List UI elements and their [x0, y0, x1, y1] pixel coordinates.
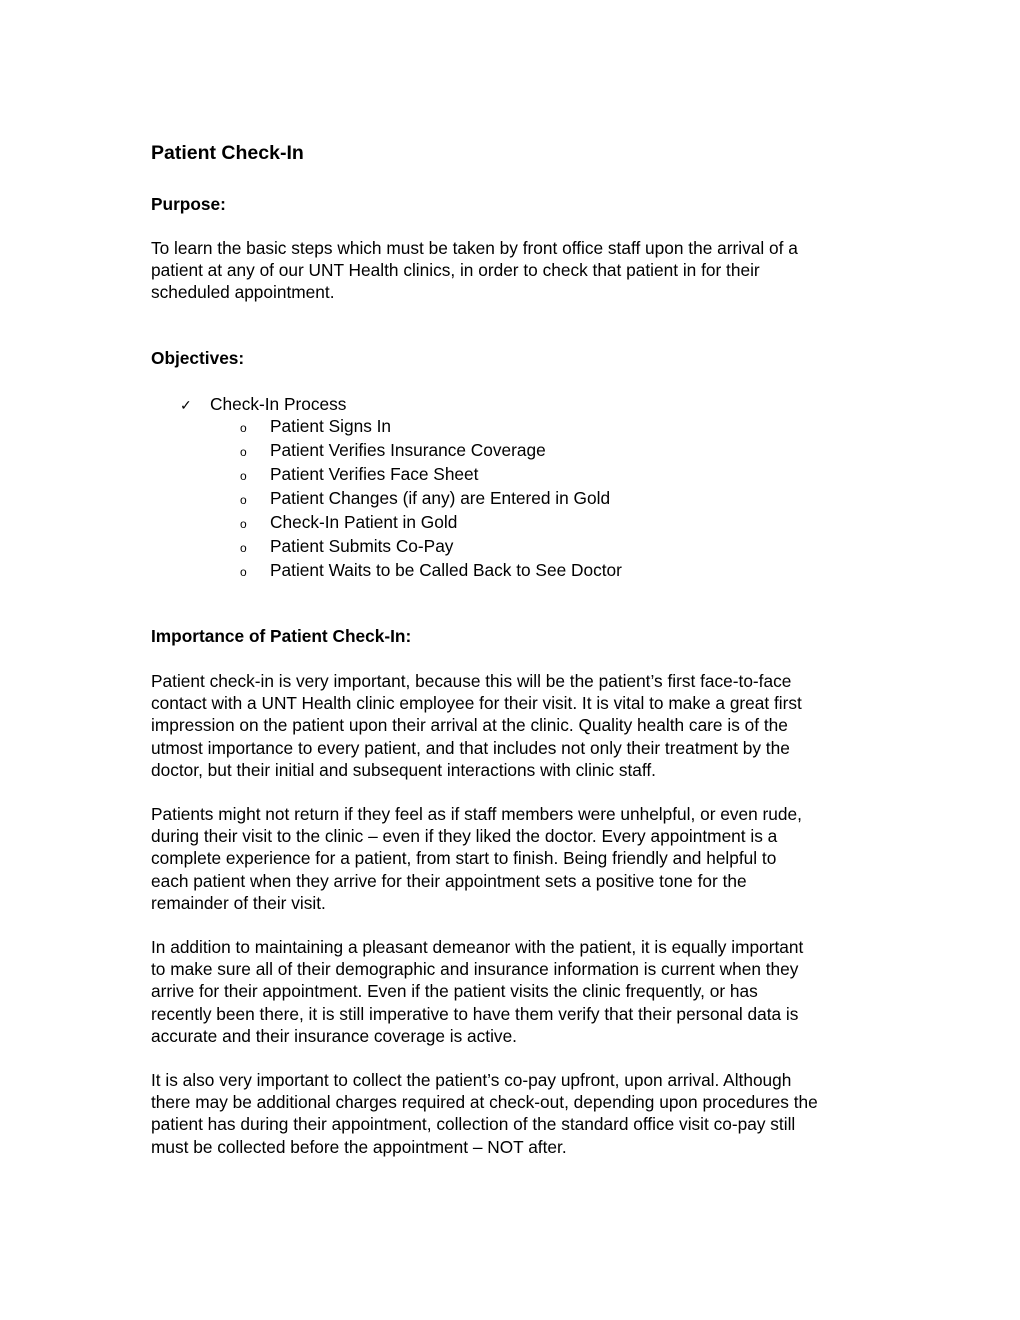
- text-line: during their visit to the clinic – even if they liked the doctor. Every appointment is a: [151, 826, 778, 847]
- list-item-label: Check-In Patient in Gold: [270, 512, 458, 532]
- circle-bullet-icon: o: [240, 469, 247, 483]
- text-line: remainder of their visit.: [151, 892, 326, 913]
- circle-bullet-icon: o: [240, 541, 247, 555]
- text-line: patient at any of our UNT Health clinics, in order to check that patient in for their: [151, 260, 760, 281]
- circle-bullet-icon: o: [240, 493, 247, 507]
- text-line: recently been there, it is still imperative to have them verify that their personal data is: [151, 1003, 799, 1024]
- list-item-label: Patient Verifies Insurance Coverage: [270, 440, 546, 460]
- text-line: patient has during their appointment, collection of the standard office visit co-pay still: [151, 1114, 796, 1135]
- checkmark-icon: ✓: [180, 397, 192, 413]
- list-item: [240, 511, 622, 535]
- list-item-label: Patient Submits Co-Pay: [270, 536, 454, 556]
- text-line: must be collected before the appointment – NOT after.: [151, 1136, 567, 1157]
- importance-paragraph-2: [151, 803, 802, 914]
- text-line: It is also very important to collect the patient’s co-pay upfront, upon arrival. Although: [151, 1070, 792, 1090]
- text-line: each patient when they arrive for their appointment sets a positive tone for the: [151, 870, 747, 891]
- text-line: accurate and their insurance coverage is active.: [151, 1025, 517, 1046]
- importance-heading: Importance of Patient Check-In:: [151, 626, 412, 646]
- objective-main-label: Check-In Process: [210, 394, 347, 414]
- text-line: Patients might not return if they feel as if staff members were unhelpful, or even rude,: [151, 804, 802, 824]
- text-line: there may be additional charges required at check-out, depending upon procedures the: [151, 1092, 818, 1113]
- text-line: impression on the patient upon their arrival at the clinic. Quality health care is of the: [151, 715, 788, 736]
- text-line: to make sure all of their demographic and insurance information is current when they: [151, 959, 799, 980]
- list-item: [240, 463, 622, 487]
- circle-bullet-icon: o: [240, 421, 247, 435]
- objectives-heading: Objectives:: [151, 348, 245, 368]
- list-item: [240, 535, 622, 559]
- text-line: contact with a UNT Health clinic employee for their visit. It is vital to make a great first: [151, 693, 802, 714]
- circle-bullet-icon: o: [240, 445, 247, 459]
- text-line: Patient check-in is very important, because this will be the patient’s first face-to-face: [151, 671, 792, 691]
- importance-paragraph-4: [151, 1069, 818, 1158]
- purpose-heading: Purpose:: [151, 194, 226, 214]
- circle-bullet-icon: o: [240, 565, 247, 579]
- importance-paragraph-1: [151, 670, 802, 781]
- text-line: arrive for their appointment. Even if the patient visits the clinic frequently, or has: [151, 981, 758, 1002]
- list-item-label: Patient Verifies Face Sheet: [270, 464, 479, 484]
- text-line: utmost importance to every patient, and that includes not only their treatment by the: [151, 737, 790, 758]
- list-item: [240, 487, 622, 511]
- purpose-paragraph: [151, 237, 798, 304]
- list-item-label: Patient Changes (if any) are Entered in Gold: [270, 488, 611, 508]
- objective-sub-list: [240, 415, 622, 583]
- list-item: [240, 439, 622, 463]
- text-line: scheduled appointment.: [151, 282, 335, 303]
- page-title: Patient Check-In: [151, 142, 304, 164]
- list-item: [240, 415, 622, 439]
- text-line: To learn the basic steps which must be taken by front office staff upon the arrival of a: [151, 238, 798, 258]
- importance-paragraph-3: [151, 936, 803, 1047]
- list-item: [240, 559, 622, 583]
- objective-main-item: [180, 393, 346, 416]
- list-item-label: Patient Waits to be Called Back to See Doctor: [270, 560, 622, 580]
- list-item-label: Patient Signs In: [270, 416, 392, 436]
- text-line: doctor, but their initial and subsequent interactions with clinic staff.: [151, 759, 656, 780]
- text-line: In addition to maintaining a pleasant demeanor with the patient, it is equally important: [151, 937, 804, 957]
- circle-bullet-icon: o: [240, 517, 247, 531]
- text-line: complete experience for a patient, from start to finish. Being friendly and helpful to: [151, 848, 777, 869]
